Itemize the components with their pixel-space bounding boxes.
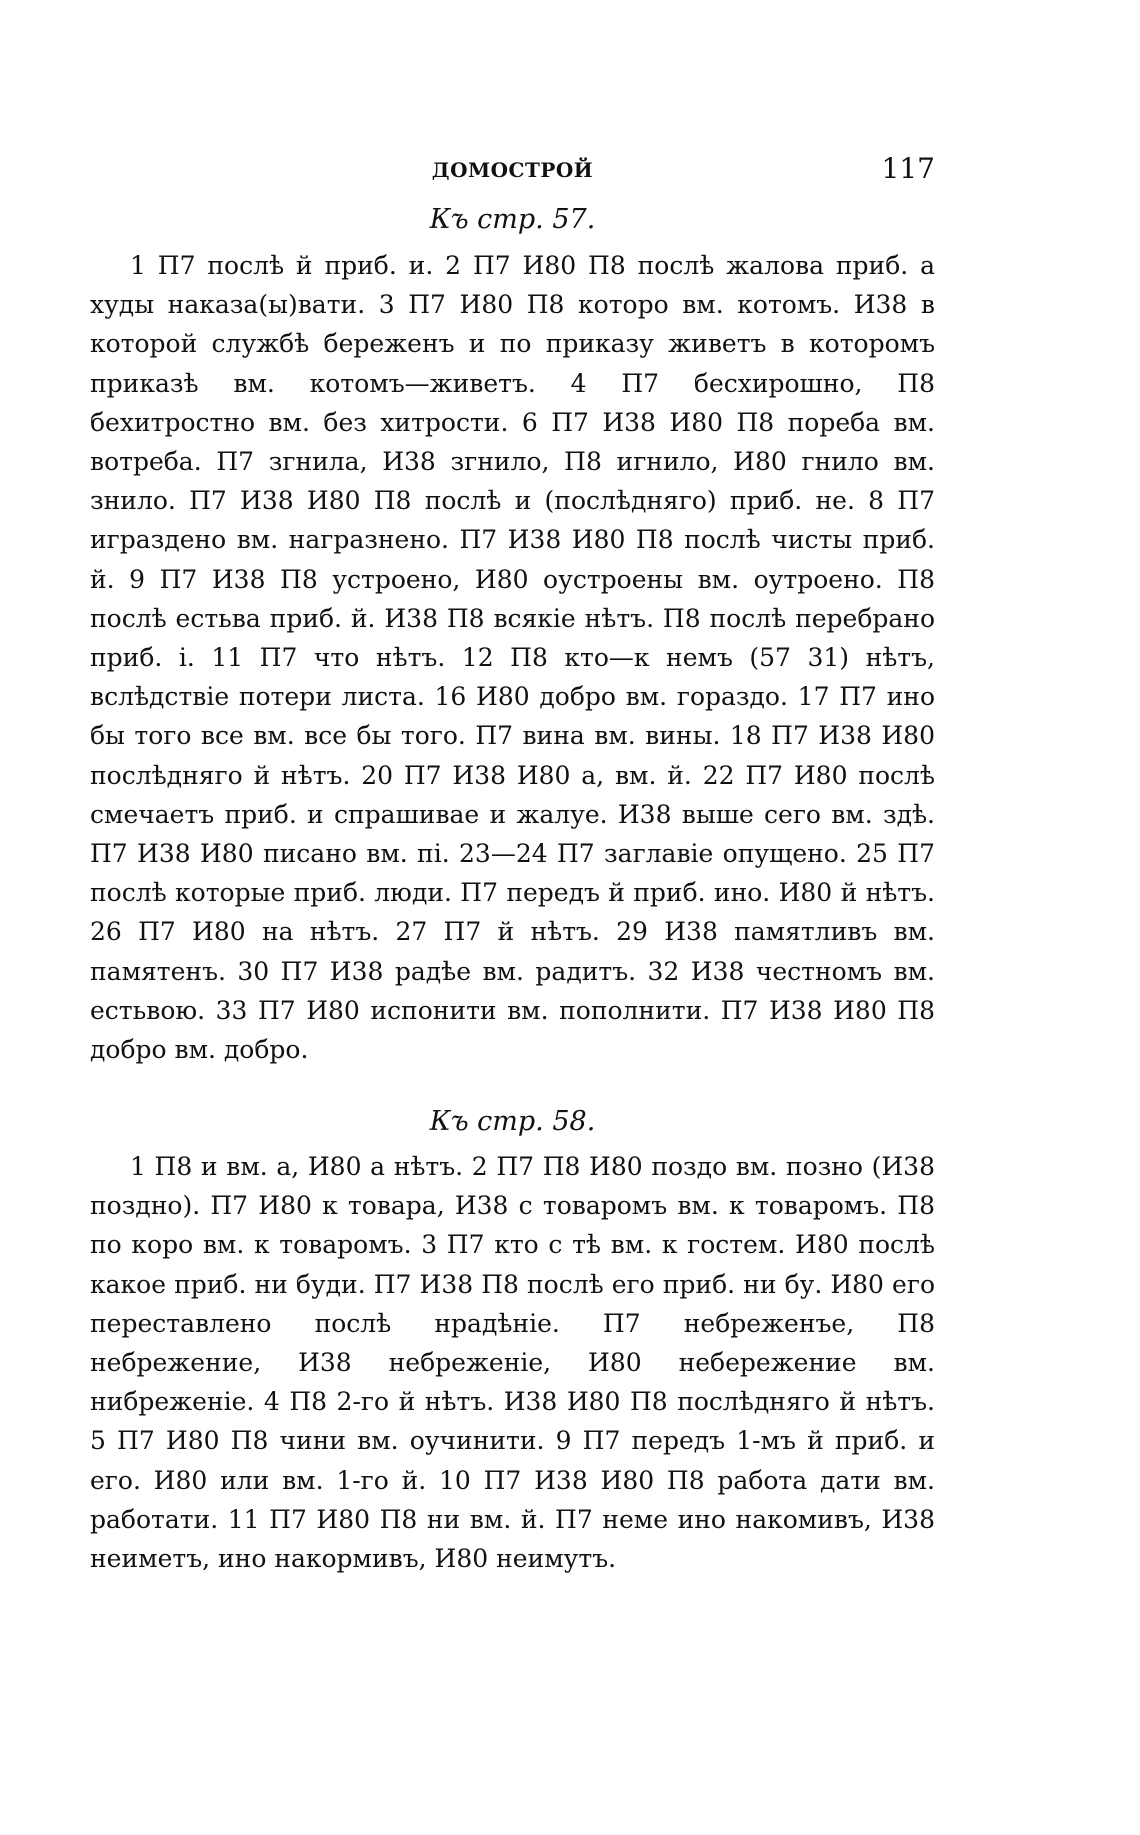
page-number: 117	[881, 152, 935, 185]
section-heading-p57: Къ стр. 57.	[429, 204, 596, 235]
running-head	[90, 152, 935, 192]
notes-paragraph-p57: 1 П7 послѣ й приб. и. 2 П7 И80 П8 послѣ жалова приб. а худы наказа(ы)вати. 3 П7 И80 П8 которо вм. котомъ. И38 в которой службѣ береженъ и по приказу живетъ в которомъ приказѣ вм. котомъ—живетъ. 4 П7 бесхирошно, П8 бехитростно вм. без хитрости. 6 П7 И38 И80 П8 пореба вм. вотреба. П7 згнила, И38 згнило, П8 игнило, И80 гнило вм. знило. П7 И38 И80 П8 послѣ и (послѣдняго) приб. не. 8 П7 играздено вм. награзнено. П7 И38 И80 П8 послѣ чисты приб. й. 9 П7 И38 П8 устроено, И80 оустроены вм. оутроено. П8 послѣ естьва приб. й. И38 П8 всякіе нѣтъ. П8 послѣ перебрано приб. і. 11 П7 что нѣтъ. 12 П8 кто—к немъ (57 31) нѣтъ, вслѣдствіе потери листа. 16 И80 добро вм. гораздо. 17 П7 ино бы того все вм. все бы того. П7 вина вм. вины. 18 П7 И38 И80 послѣдняго й нѣтъ. 20 П7 И38 И80 а, вм. й. 22 П7 И80 послѣ смечаетъ приб. и спрашивае и жалуе. И38 выше сего вм. здѣ. П7 И38 И80 писано вм. пі. 23—24 П7 заглавіе опущено. 25 П7 послѣ которые приб. люди. П7 передъ й приб. ино. И80 й нѣтъ. 26 П7 И80 на нѣтъ. 27 П7 й нѣтъ. 29 И38 памятливъ вм. памятенъ. 30 П7 И38 радѣе вм. радитъ. 32 И38 честномъ вм. естьвою. 33 П7 И80 испонити вм. пополнити. П7 И38 И80 П8 добро вм. добро.	[90, 251, 935, 1065]
running-title: ДОМОСТРОЙ	[431, 158, 594, 182]
section-heading-p58: Къ стр. 58.	[429, 1106, 596, 1137]
notes-paragraph-p58: 1 П8 и вм. а, И80 а нѣтъ. 2 П7 П8 И80 поздо вм. позно (И38 поздно). П7 И80 к товара, И38 с товаромъ вм. к товаромъ. П8 по коро вм. к товаромъ. 3 П7 кто с тѣ вм. к гостем. И80 послѣ какое приб. ни буди. П7 И38 П8 послѣ его приб. ни бу. И80 его переставлено послѣ нрадѣніе. П7 небреженъе, П8 небрежение, И38 небреженіе, И80 небережение вм. нибреженіе. 4 П8 2-го й нѣтъ. И38 И80 П8 послѣдняго й нѣтъ. 5 П7 И80 П8 чини вм. оучинити. 9 П7 передъ 1-мъ й приб. и его. И80 или вм. 1-го й. 10 П7 И38 И80 П8 работа дати вм. работати. 11 П7 И80 П8 ни вм. й. П7 неме ино накомивъ, И38 неиметъ, ино накормивъ, И80 неимутъ.	[90, 1152, 935, 1574]
